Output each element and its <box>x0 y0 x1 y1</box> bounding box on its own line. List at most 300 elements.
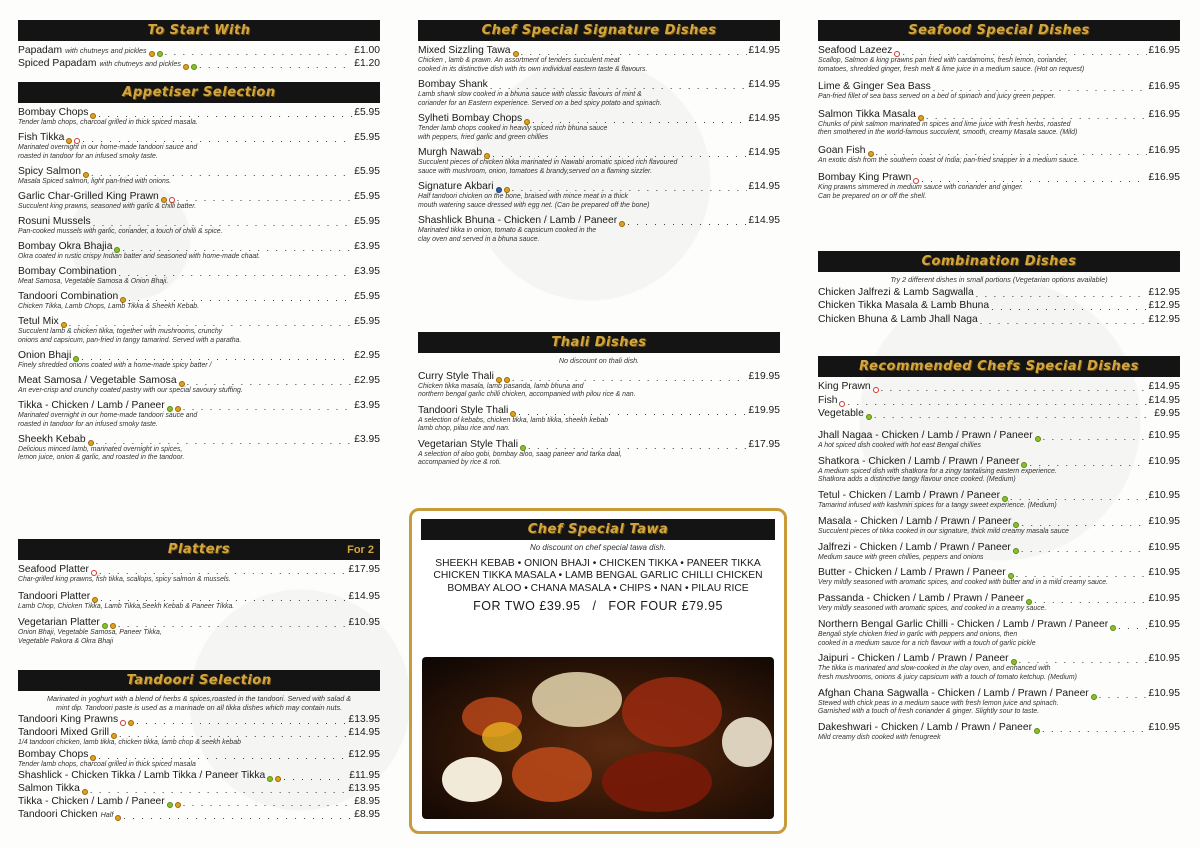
dish-name: Passanda - Chicken / Lamb / Prawn / Paneer <box>818 593 1025 605</box>
menu-item-tikka-chicken-lamb-paneer <box>18 796 380 808</box>
menu-item-fish <box>818 395 1180 407</box>
menu-item-shashlick-bhuna-chicken-lamb-paneer <box>418 215 780 244</box>
dish-description: The tikka is marinated and slow-cooked in the clay oven, and enhanced with fresh mushrooms, onions & juicy capsicum with a touch of tomato ketchup. (Medium) <box>818 665 1077 681</box>
menu-item-signature-akbari <box>418 181 780 210</box>
vegetarian-icon <box>267 776 273 782</box>
dish-description: Tamarind infused with kashmiri spices for a tangy sweet experience. (Medium) <box>818 502 1057 510</box>
menu-item-tandoori-chicken <box>18 809 380 821</box>
dish-price: £14.95 <box>1148 381 1180 392</box>
menu-item-seafood-platter <box>18 564 380 585</box>
dish-name: Goan Fish <box>818 144 866 156</box>
dish-price: £14.95 <box>748 147 780 158</box>
section-note: No discount on thali dish. <box>558 356 640 365</box>
dish-name: Shatkora - Chicken / Lamb / Prawn / Paneer <box>818 455 1020 467</box>
dish-description: 1/4 tandoori chicken, lamb tikka, chicken tikka, lamb chop & seekh kebab <box>18 739 241 746</box>
dish-price: £10.95 <box>1148 721 1180 733</box>
dish-name: Bombay Okra Bhajia <box>18 240 113 252</box>
leader-dots <box>183 402 353 412</box>
menu-item-garlic-char-grilled-king-prawn <box>18 191 380 212</box>
section-thali <box>418 332 780 473</box>
dish-description: Medium sauce with green chillies, peppers and onions <box>818 553 984 561</box>
dish-name: Garlic Char-Grilled King Prawn <box>18 190 159 202</box>
dish-description: Succulent pieces of tikka cooked in our signature, thick mild creamy masala sauce <box>818 527 1069 535</box>
leader-dots <box>881 383 1147 393</box>
leader-dots <box>874 410 1152 420</box>
dish-price: £16.95 <box>1148 172 1180 183</box>
menu-item-line <box>18 241 380 253</box>
spice-icon <box>161 197 167 203</box>
dish-description: Marinated overnight in our home-made tandoori sauce and roasted in tandoor for an infused smoky taste. <box>18 144 198 160</box>
menu-item-line <box>18 783 380 795</box>
menu-item-list <box>18 564 380 646</box>
dish-name: Shashlick Bhuna - Chicken / Lamb / Paneer <box>418 215 618 226</box>
dish-description: Scallop, Salmon & king prawns pan fried with cardamoms, fresh lemon, coriander, tomatoes, shredded ginger, fresh melt & lime juice in a medium sauce. (Hot on request) <box>818 57 1085 73</box>
dish-subnote: with chutneys and pickles <box>99 59 181 68</box>
menu-item-murgh-nawab <box>418 147 780 176</box>
dish-description: Succulent pieces of chicken tikka marinated in Nawabi aromatic spiced rich flavoured sauce with mushroom, onion, tomatoes & brandy,served on a flaming sizzler. <box>418 159 678 175</box>
dish-description: Succulent lamb & chicken tikka, together with mushrooms, crunchy onions and capsicum, pan-fried in tangy tamarind. Served with a paratha. <box>18 328 242 344</box>
menu-item-tandoori-style-thali <box>418 405 780 434</box>
dish-price: £10.95 <box>1148 593 1180 605</box>
dish-price: £5.95 <box>354 165 380 177</box>
dish-price: £10.95 <box>1148 653 1180 665</box>
leader-dots <box>1029 458 1146 468</box>
leader-dots <box>521 47 747 57</box>
leader-dots <box>165 47 353 57</box>
leader-dots <box>122 243 352 253</box>
section-appetiser <box>18 82 380 467</box>
leader-dots <box>1034 595 1146 605</box>
dish-price: £11.95 <box>349 770 380 781</box>
tawa-line-2: CHICKEN TIKKA MASALA • LAMB BENGAL GARLIC CHILLI CHICKEN <box>433 570 763 581</box>
menu-item-vegetarian-platter <box>18 617 380 646</box>
seafood-icon <box>120 720 126 726</box>
section-title: Chef Special Signature Dishes <box>481 23 717 38</box>
spice-icon <box>83 172 89 178</box>
spice-icon <box>92 597 98 603</box>
vegetarian-icon <box>1035 436 1041 442</box>
menu-item-line <box>18 45 380 57</box>
dish-name: Tetul Mix <box>18 316 59 328</box>
dish-name: Mixed Sizzling Tawa <box>418 45 511 56</box>
dish-description: Marinated tikka in onion, tomato & capsicum cooked in the clay oven and served in a bhuna sauce. <box>418 227 597 243</box>
menu-item-line <box>818 287 1180 299</box>
dish-name: Murgh Nawab <box>418 147 483 158</box>
leader-dots <box>91 168 352 178</box>
leader-dots <box>82 134 352 144</box>
menu-item-butter-chicken-lamb-prawn-paneer <box>818 567 1180 588</box>
spice-icon <box>868 151 874 157</box>
spice-icon <box>115 815 121 821</box>
vegetarian-icon <box>191 64 197 70</box>
section-header <box>818 356 1180 377</box>
menu-item-vegetable <box>818 408 1180 420</box>
leader-dots <box>93 218 353 228</box>
leader-dots <box>512 373 747 383</box>
menu-item-list <box>18 45 380 70</box>
dish-price: £19.95 <box>748 370 780 382</box>
dish-name: Jhall Nagaa - Chicken / Lamb / Prawn / Paneer <box>818 430 1033 441</box>
vegetarian-icon <box>1034 728 1040 734</box>
dish-price: £17.95 <box>348 564 380 575</box>
menu-item-list <box>818 430 1180 742</box>
menu-item-line <box>18 107 380 119</box>
leader-dots <box>183 798 353 808</box>
menu-item-jalfrezi-chicken-lamb-prawn-paneer <box>818 542 1180 563</box>
menu-item-shashlick-chicken-tikka-lamb-tikka-panee <box>18 770 380 782</box>
spice-icon <box>90 755 96 761</box>
menu-item-jhall-nagaa-chicken-lamb-prawn-paneer <box>818 430 1180 451</box>
leader-dots <box>976 289 1147 299</box>
menu-item-line <box>18 316 380 328</box>
menu-item-line <box>818 456 1180 468</box>
leader-dots <box>926 111 1147 121</box>
menu-item-line <box>418 147 780 159</box>
section-note: No discount on chef special tawa dish. <box>529 543 667 552</box>
menu-item-seafood-lazeez <box>818 45 1180 74</box>
menu-item-line <box>818 314 1180 326</box>
menu-item-line <box>18 191 380 203</box>
menu-item-lime-ginger-sea-bass <box>818 81 1180 102</box>
dish-price: £16.95 <box>1148 144 1180 156</box>
menu-item-line <box>18 434 380 446</box>
dish-name: Curry Style Thali <box>418 370 494 382</box>
dish-description: An exotic dish from the southern coast of India; pan-fried snapper in a medium sauce. <box>818 156 1080 164</box>
dish-price: £10.95 <box>1148 687 1180 699</box>
menu-item-curry-style-thali <box>418 371 780 400</box>
vegetarian-icon <box>167 802 173 808</box>
section-signature <box>418 20 780 249</box>
section-title: Platters <box>167 542 231 557</box>
dish-name: Bombay Shank <box>418 79 488 90</box>
dish-subnote: Half <box>100 810 114 819</box>
dish-description: A selection of kebabs, chicken tikka, lamb tikka, sheekh kebab lamb chop, pilau rice and nan. <box>418 416 609 432</box>
leader-dots <box>518 407 746 417</box>
dish-price: £3.95 <box>354 400 380 412</box>
menu-column-1 <box>18 0 380 848</box>
dish-name: Seafood Platter <box>18 564 89 575</box>
menu-item-line <box>818 688 1180 700</box>
menu-item-meat-samosa-vegetable-samosa <box>18 375 380 396</box>
section-title: Thali Dishes <box>551 335 647 350</box>
menu-item-chicken-jalfrezi-lamb-sagwalla <box>818 287 1180 299</box>
vegetarian-icon <box>157 51 163 57</box>
menu-item-dakeshwari-chicken-lamb-prawn-paneer <box>818 722 1180 743</box>
menu-item-line <box>18 132 380 144</box>
dish-description: Very mildly seasoned with aromatic spices, and cooked in a creamy sauce. <box>818 605 1047 613</box>
section-platters <box>18 539 380 652</box>
dish-name: Bombay Combination <box>18 266 117 278</box>
leader-dots <box>933 83 1147 93</box>
menu-item-line <box>18 350 380 362</box>
menu-item-line <box>818 516 1180 528</box>
dish-price: £13.95 <box>348 714 380 725</box>
dish-name: Fish <box>818 394 838 406</box>
menu-item-papadam <box>18 45 380 57</box>
dish-price: £3.95 <box>354 266 380 278</box>
menu-item-bombay-chops <box>18 749 380 770</box>
menu-item-line <box>418 439 780 451</box>
leader-dots <box>921 174 1146 184</box>
menu-item-line <box>18 291 380 303</box>
section-title: To Start With <box>147 23 251 38</box>
leader-dots <box>81 352 352 362</box>
leader-dots <box>1042 724 1146 734</box>
menu-item-line <box>18 727 380 739</box>
dish-description: Tender lamb chops, charcoal grilled in thick spiced masala <box>18 760 196 768</box>
dish-price: £19.95 <box>748 404 780 416</box>
leader-dots <box>876 147 1147 157</box>
menu-item-line <box>418 79 780 91</box>
section-seafood <box>818 20 1180 208</box>
dish-price: £5.95 <box>354 190 380 202</box>
dish-price: £10.95 <box>1148 619 1180 631</box>
dish-description: Tender lamb chops cooked in heavily spiced rich bhuna sauce with peppers, fried garlic and green chillies <box>418 125 608 141</box>
menu-item-bombay-chops <box>18 107 380 128</box>
section-title: Appetiser Selection <box>122 85 276 100</box>
menu-item-goan-fish <box>818 145 1180 166</box>
menu-item-line <box>418 181 780 193</box>
dish-price: £12.95 <box>1148 286 1180 298</box>
menu-item-line <box>18 216 380 228</box>
menu-item-line <box>418 371 780 383</box>
leader-dots <box>492 149 746 159</box>
menu-item-line <box>818 653 1180 665</box>
leader-dots <box>512 183 747 193</box>
dish-name: Bombay Chops <box>18 748 89 760</box>
menu-item-line <box>18 617 380 629</box>
menu-item-line <box>418 113 780 125</box>
menu-item-jaipuri-chicken-lamb-prawn-paneer <box>818 653 1180 682</box>
leader-dots <box>123 811 352 821</box>
dish-name: Tandoori Mixed Grill <box>18 727 109 738</box>
spice-icon <box>496 377 502 383</box>
dish-price: £1.00 <box>354 45 380 56</box>
menu-item-line <box>818 172 1180 184</box>
dish-price: £5.95 <box>354 316 380 328</box>
tawa-food-photo <box>422 657 774 819</box>
dish-description: Chicken Tikka, Lamb Chops, Lamb Tikka & Sheekh Kebab. <box>18 303 200 311</box>
seafood-icon <box>873 387 879 393</box>
dish-price: £8.95 <box>354 809 380 820</box>
dish-subnote: with chutneys and pickles <box>65 46 147 55</box>
spice-icon <box>183 64 189 70</box>
dish-name: Tetul - Chicken / Lamb / Prawn / Paneer <box>818 490 1000 502</box>
dish-price: £14.95 <box>748 113 780 124</box>
menu-item-spiced-papadam <box>18 58 380 70</box>
leader-dots <box>187 377 353 387</box>
menu-item-mixed-sizzling-tawa <box>418 45 780 74</box>
dish-price: £10.95 <box>1148 455 1180 467</box>
dish-price: £16.95 <box>1148 108 1180 120</box>
leader-dots <box>532 115 746 125</box>
dish-name: Northern Bengal Garlic Chilli - Chicken / Lamb / Prawn / Paneer <box>818 619 1109 631</box>
menu-item-line <box>818 722 1180 734</box>
dish-description: Okra coated in rustic crispy Indian batter and seasoned with home-made chaat. <box>18 252 261 260</box>
dish-name: Jalfrezi - Chicken / Lamb / Prawn / Paneer <box>818 541 1011 553</box>
leader-dots <box>199 60 352 70</box>
dish-name: Tandoori Combination <box>18 291 119 303</box>
menu-item-bombay-combination <box>18 266 380 287</box>
dish-description: Pan-cooked mussels with garlic, coriander, a touch of chilli & spice. <box>18 227 223 235</box>
leader-dots <box>69 318 353 328</box>
leader-dots <box>1010 492 1147 502</box>
menu-item-bombay-shank <box>418 79 780 108</box>
menu-item-onion-bhaji <box>18 350 380 371</box>
section-title: Recommended Chefs Special Dishes <box>859 359 1139 374</box>
dish-description: Char-grilled king prawns, fish tikka, scallops, spicy salmon & mussels. <box>18 576 231 583</box>
platters-for-2: For 2 <box>347 543 374 556</box>
menu-item-line <box>18 375 380 387</box>
dish-price: £2.95 <box>354 374 380 386</box>
dish-price: £3.95 <box>354 433 380 445</box>
dish-description: Lamb shank slow cooked in a bhuna sauce with classic flavours of mint & coriander for an Eastern experience. Served on a bed spicy potato and spinach. <box>418 91 662 107</box>
dish-price: £10.95 <box>1148 567 1180 579</box>
menu-item-vegetarian-style-thali <box>418 439 780 468</box>
section-combination <box>818 251 1180 327</box>
dish-description: King prawns simmered in medium sauce with coriander and ginger. Can be prepared on or off the shell. <box>818 184 1024 200</box>
section-header <box>418 20 780 41</box>
dish-name: Seafood Lazeez <box>818 45 893 56</box>
dish-name: Rosuni Mussels <box>18 215 91 227</box>
dish-description: Succulent king prawns, seasoned with garlic & chilli batter. <box>18 202 197 210</box>
menu-item-list <box>418 45 780 244</box>
dish-description: Bengali style chicken fried in garlic with peppers and onions, then cooked in a medium sauce for a rich flavour with a touch of garlic pickle <box>818 631 1036 647</box>
menu-item-line <box>818 490 1180 502</box>
chef-special-tawa-box <box>409 508 787 834</box>
menu-item-tandoori-platter <box>18 591 380 612</box>
leader-dots <box>177 193 352 203</box>
menu-item-line <box>818 45 1180 57</box>
menu-item-tikka-chicken-lamb-paneer <box>18 400 380 429</box>
dish-price: £16.95 <box>1148 45 1180 56</box>
dish-name: Signature Akbari <box>418 181 494 192</box>
section-title: Seafood Special Dishes <box>908 23 1090 38</box>
dish-name: Spiced Papadam <box>18 58 97 69</box>
dish-description: Delicious minced lamb, marinated overnight in spices, lemon juice, onion & garlic, and roasted in the tandoor. <box>18 445 185 462</box>
leader-dots <box>119 729 347 739</box>
dish-description: An ever-crisp and crunchy coated pastry with our special savoury stuffing. <box>18 386 243 394</box>
seafood-icon <box>839 401 845 407</box>
dish-name: Tandoori Style Thali <box>418 404 509 416</box>
menu-item-line <box>418 45 780 57</box>
dish-name: Chicken Tikka Masala & Lamb Bhuna <box>818 300 990 311</box>
section-header <box>818 251 1180 272</box>
spice-icon <box>82 789 88 795</box>
menu-item-sheekh-kebab <box>18 434 380 463</box>
leader-dots <box>118 268 352 278</box>
section-recommended <box>818 356 1180 748</box>
dish-price: £16.95 <box>1148 81 1180 92</box>
menu-column-3 <box>818 0 1180 848</box>
dish-description: A selection of aloo gobi, bombay aloo, saag paneer and tarka daal, accompanied by rice & roti. <box>418 450 622 466</box>
dish-description: Marinated overnight in our home-made tandoori sauce and roasted in tandoor for an infused smoky taste. <box>18 412 198 428</box>
dish-name: Papadam <box>18 45 63 56</box>
dish-price: £12.95 <box>1148 313 1180 325</box>
section-note: Marinated in yoghurt with a blend of herbs & spices,roasted in the tandoori. Served with salad & mint dip. Tandoori paste is used as a marinade on all tikka dishes which may contain nuts. <box>46 694 352 712</box>
spice-icon <box>88 440 94 446</box>
menu-item-list <box>418 371 780 468</box>
leader-dots <box>902 47 1146 57</box>
menu-item-salmon-tikka <box>18 783 380 795</box>
section-title: Combination Dishes <box>921 254 1077 269</box>
dish-description: Half tandoori chicken on the bone, braised with mince meat in a thick mouth watering sauce dressed with egg net. (Can be prepared off the bone) <box>418 193 650 209</box>
menu-item-afghan-chana-sagwalla-chicken-lamb-prawn <box>818 688 1180 717</box>
dish-price: £5.95 <box>354 132 380 144</box>
vegetarian-icon <box>1091 694 1097 700</box>
section-header <box>818 20 1180 41</box>
menu-item-salmon-tikka-masala <box>818 109 1180 138</box>
dish-description: A hot spiced dish cooked with hot east Bengal chillies <box>818 442 981 449</box>
menu-item-line <box>818 381 1180 393</box>
menu-item-line <box>818 145 1180 157</box>
menu-item-line <box>818 408 1180 420</box>
dish-price: £10.95 <box>1148 430 1180 441</box>
dish-price: £5.95 <box>354 107 380 118</box>
dish-name: Dakeshwari - Chicken / Lamb / Prawn / Paneer <box>818 721 1033 733</box>
spice-icon <box>149 51 155 57</box>
leader-dots <box>98 751 346 761</box>
dish-description: Chicken tikka masala, lamb pasanda, lamb bhuna and northern bengal garlic chilli chicken, accompanied with pilou rice & nan. <box>418 382 636 398</box>
dish-price: £17.95 <box>748 438 780 450</box>
dish-name: Sylheti Bombay Chops <box>418 113 523 124</box>
tawa-line-1: SHEEKH KEBAB • ONION BHAJI • CHICKEN TIKKA • PANEER TIKKA <box>435 557 761 569</box>
leader-dots <box>96 436 353 446</box>
dish-price: £10.95 <box>348 617 380 628</box>
dish-name: Tikka - Chicken / Lamb / Paneer <box>18 796 165 807</box>
menu-item-line <box>18 166 380 178</box>
leader-dots <box>1021 544 1147 554</box>
dish-description: Very mildly seasoned with aromatic spices, and cooked with butter and in a mild creamy sauce. <box>818 579 1109 587</box>
dish-name: Vegetarian Style Thali <box>418 438 518 450</box>
dish-description: Chunks of pink salmon marinated in spices and lime juice with fresh herbs, roasted then smothered in the world-famous succulent, smooth, creamy Masala sauce. (Mild) <box>818 120 1078 136</box>
dish-price: £3.95 <box>354 240 380 252</box>
section-header <box>18 670 380 691</box>
dish-name: Bombay King Prawn <box>818 172 912 183</box>
dish-description: Finely shredded onions coated with a home-made spicy batter / <box>18 361 212 369</box>
leader-dots <box>1118 621 1146 631</box>
seafood-icon <box>169 197 175 203</box>
dish-price: £2.95 <box>354 349 380 361</box>
leader-dots <box>283 772 347 782</box>
dish-name: Spicy Salmon <box>18 165 81 177</box>
dish-description: A medium spiced dish with shatkora for a zingy tantalising eastern experience. Shatkora adds a distinctive tangy flavour once cooked. (Medium) <box>818 467 1057 484</box>
vegetarian-icon <box>1013 548 1019 554</box>
spice-icon <box>175 802 181 808</box>
dish-name: Fish Tikka <box>18 132 65 144</box>
dish-name: Shashlick - Chicken Tikka / Lamb Tikka / Paneer Tikka <box>18 770 266 781</box>
menu-item-tandoori-mixed-grill <box>18 727 380 748</box>
dish-name: Jaipuri - Chicken / Lamb / Prawn / Paneer <box>818 653 1009 665</box>
menu-item-line <box>18 796 380 808</box>
dish-description: Masala Spiced salmon, light pan-fried with onions. <box>18 177 172 185</box>
menu-item-line <box>418 405 780 417</box>
dish-price: £10.95 <box>1148 515 1180 527</box>
section-note: Try 2 different dishes in small portions (Vegetarian options available) <box>890 275 1108 284</box>
menu-item-line <box>18 714 380 726</box>
menu-item-bombay-okra-bhajia <box>18 241 380 262</box>
leader-dots <box>128 293 352 303</box>
dish-name: Butter - Chicken / Lamb / Prawn / Paneer <box>818 567 1006 579</box>
menu-item-bombay-king-prawn <box>818 172 1180 201</box>
dish-name: Bombay Chops <box>18 107 89 118</box>
dish-price: £10.95 <box>1148 541 1180 553</box>
leader-dots <box>1099 690 1147 700</box>
dish-name: Salmon Tikka Masala <box>818 108 916 120</box>
menu-item-list <box>818 381 1180 420</box>
leader-dots <box>136 716 346 726</box>
tawa-line-3: BOMBAY ALOO • CHANA MASALA • CHIPS • NAN • PILAU RICE <box>447 582 749 594</box>
